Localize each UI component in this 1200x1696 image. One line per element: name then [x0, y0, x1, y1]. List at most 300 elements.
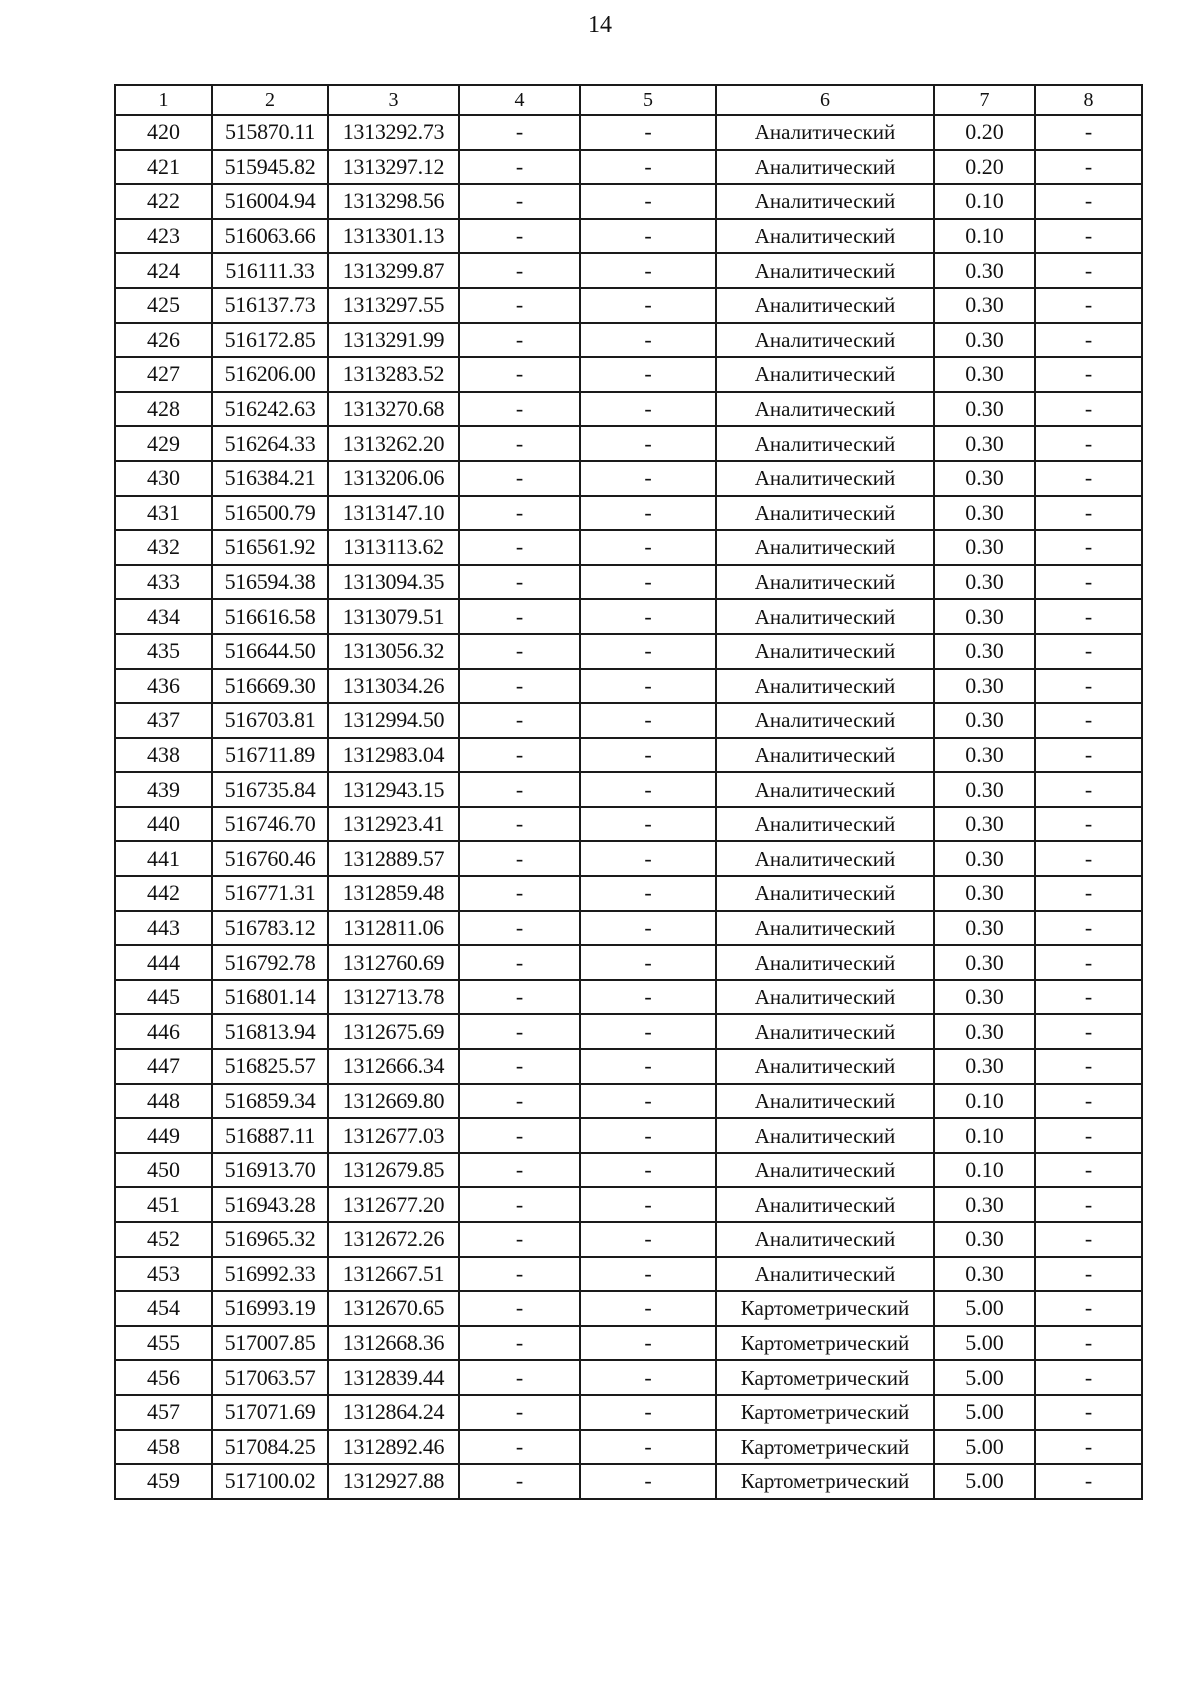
column-5-cell: -	[580, 1360, 716, 1395]
column-5-cell: -	[580, 1464, 716, 1499]
column-8-cell: -	[1035, 807, 1142, 842]
point-number-cell: 459	[115, 1464, 212, 1499]
accuracy-cell: 0.20	[934, 115, 1035, 150]
table-row	[115, 634, 1142, 669]
accuracy-cell: 5.00	[934, 1326, 1035, 1361]
method-cell: Картометрический	[716, 1464, 934, 1499]
x-coordinate-cell: 516992.33	[212, 1257, 328, 1292]
column-4-cell: -	[459, 288, 580, 323]
column-4-cell: -	[459, 565, 580, 600]
x-coordinate-cell: 516792.78	[212, 945, 328, 980]
y-coordinate-cell: 1313270.68	[328, 392, 459, 427]
accuracy-cell: 0.10	[934, 1118, 1035, 1153]
column-4-cell: -	[459, 1395, 580, 1430]
table-row	[115, 1360, 1142, 1395]
x-coordinate-cell: 516993.19	[212, 1291, 328, 1326]
column-header: 7	[934, 85, 1035, 115]
y-coordinate-cell: 1312679.85	[328, 1153, 459, 1188]
method-cell: Картометрический	[716, 1291, 934, 1326]
column-5-cell: -	[580, 1291, 716, 1326]
x-coordinate-cell: 516004.94	[212, 184, 328, 219]
column-5-cell: -	[580, 945, 716, 980]
column-8-cell: -	[1035, 772, 1142, 807]
column-8-cell: -	[1035, 461, 1142, 496]
column-8-cell: -	[1035, 530, 1142, 565]
table-row	[115, 738, 1142, 773]
table-row	[115, 530, 1142, 565]
column-4-cell: -	[459, 772, 580, 807]
x-coordinate-cell: 516813.94	[212, 1014, 328, 1049]
column-4-cell: -	[459, 1187, 580, 1222]
point-number-cell: 452	[115, 1222, 212, 1257]
column-header: 8	[1035, 85, 1142, 115]
table-row	[115, 772, 1142, 807]
point-number-cell: 446	[115, 1014, 212, 1049]
column-4-cell: -	[459, 669, 580, 704]
column-8-cell: -	[1035, 426, 1142, 461]
column-8-cell: -	[1035, 1257, 1142, 1292]
accuracy-cell: 0.30	[934, 1014, 1035, 1049]
x-coordinate-cell: 516783.12	[212, 911, 328, 946]
point-number-cell: 447	[115, 1049, 212, 1084]
table-row	[115, 184, 1142, 219]
table-row	[115, 253, 1142, 288]
point-number-cell: 424	[115, 253, 212, 288]
table-row	[115, 565, 1142, 600]
point-number-cell: 428	[115, 392, 212, 427]
x-coordinate-cell: 515870.11	[212, 115, 328, 150]
y-coordinate-cell: 1313262.20	[328, 426, 459, 461]
column-4-cell: -	[459, 392, 580, 427]
point-number-cell: 435	[115, 634, 212, 669]
method-cell: Аналитический	[716, 1014, 934, 1049]
table-row	[115, 703, 1142, 738]
column-5-cell: -	[580, 1118, 716, 1153]
point-number-cell: 442	[115, 876, 212, 911]
column-5-cell: -	[580, 253, 716, 288]
column-4-cell: -	[459, 530, 580, 565]
column-8-cell: -	[1035, 1187, 1142, 1222]
column-4-cell: -	[459, 1014, 580, 1049]
column-5-cell: -	[580, 1257, 716, 1292]
column-4-cell: -	[459, 876, 580, 911]
x-coordinate-cell: 516500.79	[212, 496, 328, 531]
x-coordinate-cell: 516760.46	[212, 841, 328, 876]
method-cell: Аналитический	[716, 184, 934, 219]
x-coordinate-cell: 516859.34	[212, 1084, 328, 1119]
method-cell: Аналитический	[716, 703, 934, 738]
column-8-cell: -	[1035, 323, 1142, 358]
point-number-cell: 440	[115, 807, 212, 842]
column-4-cell: -	[459, 1291, 580, 1326]
y-coordinate-cell: 1312677.20	[328, 1187, 459, 1222]
point-number-cell: 438	[115, 738, 212, 773]
coordinates-table	[114, 84, 1143, 1500]
table-body	[115, 115, 1142, 1499]
column-5-cell: -	[580, 876, 716, 911]
table-row	[115, 807, 1142, 842]
column-8-cell: -	[1035, 1291, 1142, 1326]
method-cell: Аналитический	[716, 392, 934, 427]
column-5-cell: -	[580, 530, 716, 565]
accuracy-cell: 0.30	[934, 323, 1035, 358]
x-coordinate-cell: 515945.82	[212, 150, 328, 185]
table-row	[115, 1395, 1142, 1430]
accuracy-cell: 0.30	[934, 496, 1035, 531]
column-8-cell: -	[1035, 1153, 1142, 1188]
column-5-cell: -	[580, 461, 716, 496]
column-5-cell: -	[580, 184, 716, 219]
accuracy-cell: 5.00	[934, 1464, 1035, 1499]
point-number-cell: 448	[115, 1084, 212, 1119]
point-number-cell: 430	[115, 461, 212, 496]
y-coordinate-cell: 1312667.51	[328, 1257, 459, 1292]
y-coordinate-cell: 1312983.04	[328, 738, 459, 773]
method-cell: Аналитический	[716, 634, 934, 669]
method-cell: Аналитический	[716, 876, 934, 911]
column-8-cell: -	[1035, 1430, 1142, 1465]
x-coordinate-cell: 516735.84	[212, 772, 328, 807]
column-8-cell: -	[1035, 357, 1142, 392]
column-4-cell: -	[459, 115, 580, 150]
x-coordinate-cell: 516943.28	[212, 1187, 328, 1222]
table-row	[115, 1326, 1142, 1361]
table-row	[115, 1257, 1142, 1292]
accuracy-cell: 0.30	[934, 945, 1035, 980]
y-coordinate-cell: 1312839.44	[328, 1360, 459, 1395]
table-row	[115, 945, 1142, 980]
column-8-cell: -	[1035, 703, 1142, 738]
point-number-cell: 427	[115, 357, 212, 392]
point-number-cell: 458	[115, 1430, 212, 1465]
accuracy-cell: 0.30	[934, 599, 1035, 634]
y-coordinate-cell: 1312669.80	[328, 1084, 459, 1119]
table-row	[115, 1187, 1142, 1222]
x-coordinate-cell: 516887.11	[212, 1118, 328, 1153]
y-coordinate-cell: 1312760.69	[328, 945, 459, 980]
column-4-cell: -	[459, 253, 580, 288]
column-5-cell: -	[580, 150, 716, 185]
x-coordinate-cell: 517100.02	[212, 1464, 328, 1499]
point-number-cell: 441	[115, 841, 212, 876]
column-5-cell: -	[580, 1084, 716, 1119]
y-coordinate-cell: 1312672.26	[328, 1222, 459, 1257]
x-coordinate-cell: 517007.85	[212, 1326, 328, 1361]
column-4-cell: -	[459, 461, 580, 496]
column-5-cell: -	[580, 1326, 716, 1361]
column-5-cell: -	[580, 1049, 716, 1084]
point-number-cell: 437	[115, 703, 212, 738]
x-coordinate-cell: 516913.70	[212, 1153, 328, 1188]
method-cell: Аналитический	[716, 1118, 934, 1153]
column-8-cell: -	[1035, 115, 1142, 150]
method-cell: Аналитический	[716, 1187, 934, 1222]
column-5-cell: -	[580, 634, 716, 669]
accuracy-cell: 5.00	[934, 1360, 1035, 1395]
accuracy-cell: 0.30	[934, 772, 1035, 807]
y-coordinate-cell: 1313079.51	[328, 599, 459, 634]
column-4-cell: -	[459, 911, 580, 946]
table-row	[115, 1430, 1142, 1465]
y-coordinate-cell: 1313299.87	[328, 253, 459, 288]
table-row	[115, 841, 1142, 876]
table-row	[115, 980, 1142, 1015]
point-number-cell: 433	[115, 565, 212, 600]
x-coordinate-cell: 516771.31	[212, 876, 328, 911]
column-5-cell: -	[580, 738, 716, 773]
method-cell: Аналитический	[716, 219, 934, 254]
method-cell: Аналитический	[716, 599, 934, 634]
column-5-cell: -	[580, 1430, 716, 1465]
method-cell: Аналитический	[716, 841, 934, 876]
y-coordinate-cell: 1312675.69	[328, 1014, 459, 1049]
method-cell: Аналитический	[716, 530, 934, 565]
accuracy-cell: 5.00	[934, 1291, 1035, 1326]
table-row	[115, 392, 1142, 427]
column-8-cell: -	[1035, 1084, 1142, 1119]
column-header: 1	[115, 85, 212, 115]
accuracy-cell: 0.10	[934, 219, 1035, 254]
point-number-cell: 429	[115, 426, 212, 461]
method-cell: Аналитический	[716, 565, 934, 600]
accuracy-cell: 0.30	[934, 841, 1035, 876]
y-coordinate-cell: 1313094.35	[328, 565, 459, 600]
method-cell: Аналитический	[716, 772, 934, 807]
method-cell: Аналитический	[716, 1084, 934, 1119]
column-4-cell: -	[459, 1153, 580, 1188]
column-5-cell: -	[580, 669, 716, 704]
point-number-cell: 454	[115, 1291, 212, 1326]
column-5-cell: -	[580, 772, 716, 807]
accuracy-cell: 0.30	[934, 1222, 1035, 1257]
y-coordinate-cell: 1313283.52	[328, 357, 459, 392]
column-4-cell: -	[459, 807, 580, 842]
table-row	[115, 911, 1142, 946]
accuracy-cell: 0.30	[934, 530, 1035, 565]
method-cell: Аналитический	[716, 115, 934, 150]
accuracy-cell: 0.30	[934, 876, 1035, 911]
table-row	[115, 323, 1142, 358]
accuracy-cell: 0.10	[934, 1153, 1035, 1188]
y-coordinate-cell: 1313147.10	[328, 496, 459, 531]
accuracy-cell: 0.30	[934, 703, 1035, 738]
method-cell: Аналитический	[716, 911, 934, 946]
column-8-cell: -	[1035, 945, 1142, 980]
column-4-cell: -	[459, 945, 580, 980]
x-coordinate-cell: 516206.00	[212, 357, 328, 392]
method-cell: Картометрический	[716, 1395, 934, 1430]
method-cell: Картометрический	[716, 1360, 934, 1395]
table-row	[115, 1464, 1142, 1499]
table-row	[115, 1222, 1142, 1257]
y-coordinate-cell: 1312923.41	[328, 807, 459, 842]
method-cell: Аналитический	[716, 496, 934, 531]
x-coordinate-cell: 516172.85	[212, 323, 328, 358]
x-coordinate-cell: 516825.57	[212, 1049, 328, 1084]
method-cell: Аналитический	[716, 150, 934, 185]
accuracy-cell: 0.30	[934, 461, 1035, 496]
method-cell: Картометрический	[716, 1326, 934, 1361]
table-row	[115, 150, 1142, 185]
table-row	[115, 599, 1142, 634]
method-cell: Аналитический	[716, 1153, 934, 1188]
point-number-cell: 449	[115, 1118, 212, 1153]
accuracy-cell: 0.30	[934, 669, 1035, 704]
table-row	[115, 288, 1142, 323]
column-8-cell: -	[1035, 669, 1142, 704]
table-row	[115, 219, 1142, 254]
column-5-cell: -	[580, 115, 716, 150]
y-coordinate-cell: 1312859.48	[328, 876, 459, 911]
column-5-cell: -	[580, 357, 716, 392]
column-8-cell: -	[1035, 841, 1142, 876]
column-8-cell: -	[1035, 1464, 1142, 1499]
point-number-cell: 455	[115, 1326, 212, 1361]
point-number-cell: 432	[115, 530, 212, 565]
column-4-cell: -	[459, 1084, 580, 1119]
table-row	[115, 357, 1142, 392]
point-number-cell: 453	[115, 1257, 212, 1292]
point-number-cell: 421	[115, 150, 212, 185]
table-row	[115, 1153, 1142, 1188]
column-4-cell: -	[459, 1049, 580, 1084]
method-cell: Аналитический	[716, 738, 934, 773]
y-coordinate-cell: 1313297.55	[328, 288, 459, 323]
column-8-cell: -	[1035, 876, 1142, 911]
x-coordinate-cell: 516644.50	[212, 634, 328, 669]
table-row	[115, 876, 1142, 911]
y-coordinate-cell: 1312713.78	[328, 980, 459, 1015]
point-number-cell: 439	[115, 772, 212, 807]
table-row	[115, 1118, 1142, 1153]
accuracy-cell: 0.30	[934, 253, 1035, 288]
y-coordinate-cell: 1313206.06	[328, 461, 459, 496]
method-cell: Аналитический	[716, 357, 934, 392]
x-coordinate-cell: 517063.57	[212, 1360, 328, 1395]
page-number: 14	[588, 12, 612, 38]
y-coordinate-cell: 1312994.50	[328, 703, 459, 738]
column-8-cell: -	[1035, 288, 1142, 323]
accuracy-cell: 0.30	[934, 565, 1035, 600]
x-coordinate-cell: 517071.69	[212, 1395, 328, 1430]
column-4-cell: -	[459, 599, 580, 634]
column-8-cell: -	[1035, 219, 1142, 254]
accuracy-cell: 0.10	[934, 1084, 1035, 1119]
column-4-cell: -	[459, 496, 580, 531]
y-coordinate-cell: 1312666.34	[328, 1049, 459, 1084]
method-cell: Аналитический	[716, 669, 934, 704]
column-5-cell: -	[580, 219, 716, 254]
point-number-cell: 422	[115, 184, 212, 219]
y-coordinate-cell: 1312943.15	[328, 772, 459, 807]
point-number-cell: 425	[115, 288, 212, 323]
x-coordinate-cell: 516384.21	[212, 461, 328, 496]
column-5-cell: -	[580, 1187, 716, 1222]
table-header-row	[115, 85, 1142, 115]
method-cell: Картометрический	[716, 1430, 934, 1465]
method-cell: Аналитический	[716, 1049, 934, 1084]
column-5-cell: -	[580, 426, 716, 461]
column-5-cell: -	[580, 807, 716, 842]
accuracy-cell: 0.30	[934, 392, 1035, 427]
accuracy-cell: 0.30	[934, 357, 1035, 392]
column-4-cell: -	[459, 841, 580, 876]
column-8-cell: -	[1035, 738, 1142, 773]
column-5-cell: -	[580, 599, 716, 634]
column-5-cell: -	[580, 288, 716, 323]
table-row	[115, 426, 1142, 461]
column-8-cell: -	[1035, 1049, 1142, 1084]
column-5-cell: -	[580, 496, 716, 531]
method-cell: Аналитический	[716, 807, 934, 842]
column-4-cell: -	[459, 738, 580, 773]
method-cell: Аналитический	[716, 1257, 934, 1292]
x-coordinate-cell: 516669.30	[212, 669, 328, 704]
column-8-cell: -	[1035, 1118, 1142, 1153]
point-number-cell: 456	[115, 1360, 212, 1395]
point-number-cell: 434	[115, 599, 212, 634]
column-header: 3	[328, 85, 459, 115]
x-coordinate-cell: 516965.32	[212, 1222, 328, 1257]
accuracy-cell: 0.10	[934, 184, 1035, 219]
column-8-cell: -	[1035, 565, 1142, 600]
point-number-cell: 450	[115, 1153, 212, 1188]
column-4-cell: -	[459, 703, 580, 738]
accuracy-cell: 0.20	[934, 150, 1035, 185]
y-coordinate-cell: 1312889.57	[328, 841, 459, 876]
column-4-cell: -	[459, 357, 580, 392]
point-number-cell: 420	[115, 115, 212, 150]
method-cell: Аналитический	[716, 461, 934, 496]
column-5-cell: -	[580, 392, 716, 427]
y-coordinate-cell: 1313034.26	[328, 669, 459, 704]
column-5-cell: -	[580, 1222, 716, 1257]
accuracy-cell: 0.30	[934, 426, 1035, 461]
table-row	[115, 115, 1142, 150]
accuracy-cell: 0.30	[934, 738, 1035, 773]
accuracy-cell: 0.30	[934, 807, 1035, 842]
column-4-cell: -	[459, 1257, 580, 1292]
column-header: 4	[459, 85, 580, 115]
column-8-cell: -	[1035, 1360, 1142, 1395]
x-coordinate-cell: 516703.81	[212, 703, 328, 738]
column-4-cell: -	[459, 1464, 580, 1499]
table-row	[115, 496, 1142, 531]
column-5-cell: -	[580, 323, 716, 358]
method-cell: Аналитический	[716, 945, 934, 980]
column-4-cell: -	[459, 1222, 580, 1257]
method-cell: Аналитический	[716, 980, 934, 1015]
x-coordinate-cell: 516594.38	[212, 565, 328, 600]
x-coordinate-cell: 516111.33	[212, 253, 328, 288]
column-4-cell: -	[459, 323, 580, 358]
accuracy-cell: 5.00	[934, 1430, 1035, 1465]
column-8-cell: -	[1035, 496, 1142, 531]
method-cell: Аналитический	[716, 426, 934, 461]
x-coordinate-cell: 516801.14	[212, 980, 328, 1015]
column-header: 5	[580, 85, 716, 115]
y-coordinate-cell: 1312864.24	[328, 1395, 459, 1430]
point-number-cell: 445	[115, 980, 212, 1015]
x-coordinate-cell: 516242.63	[212, 392, 328, 427]
y-coordinate-cell: 1313113.62	[328, 530, 459, 565]
y-coordinate-cell: 1312668.36	[328, 1326, 459, 1361]
y-coordinate-cell: 1313301.13	[328, 219, 459, 254]
column-4-cell: -	[459, 219, 580, 254]
accuracy-cell: 0.30	[934, 911, 1035, 946]
column-4-cell: -	[459, 150, 580, 185]
y-coordinate-cell: 1312892.46	[328, 1430, 459, 1465]
